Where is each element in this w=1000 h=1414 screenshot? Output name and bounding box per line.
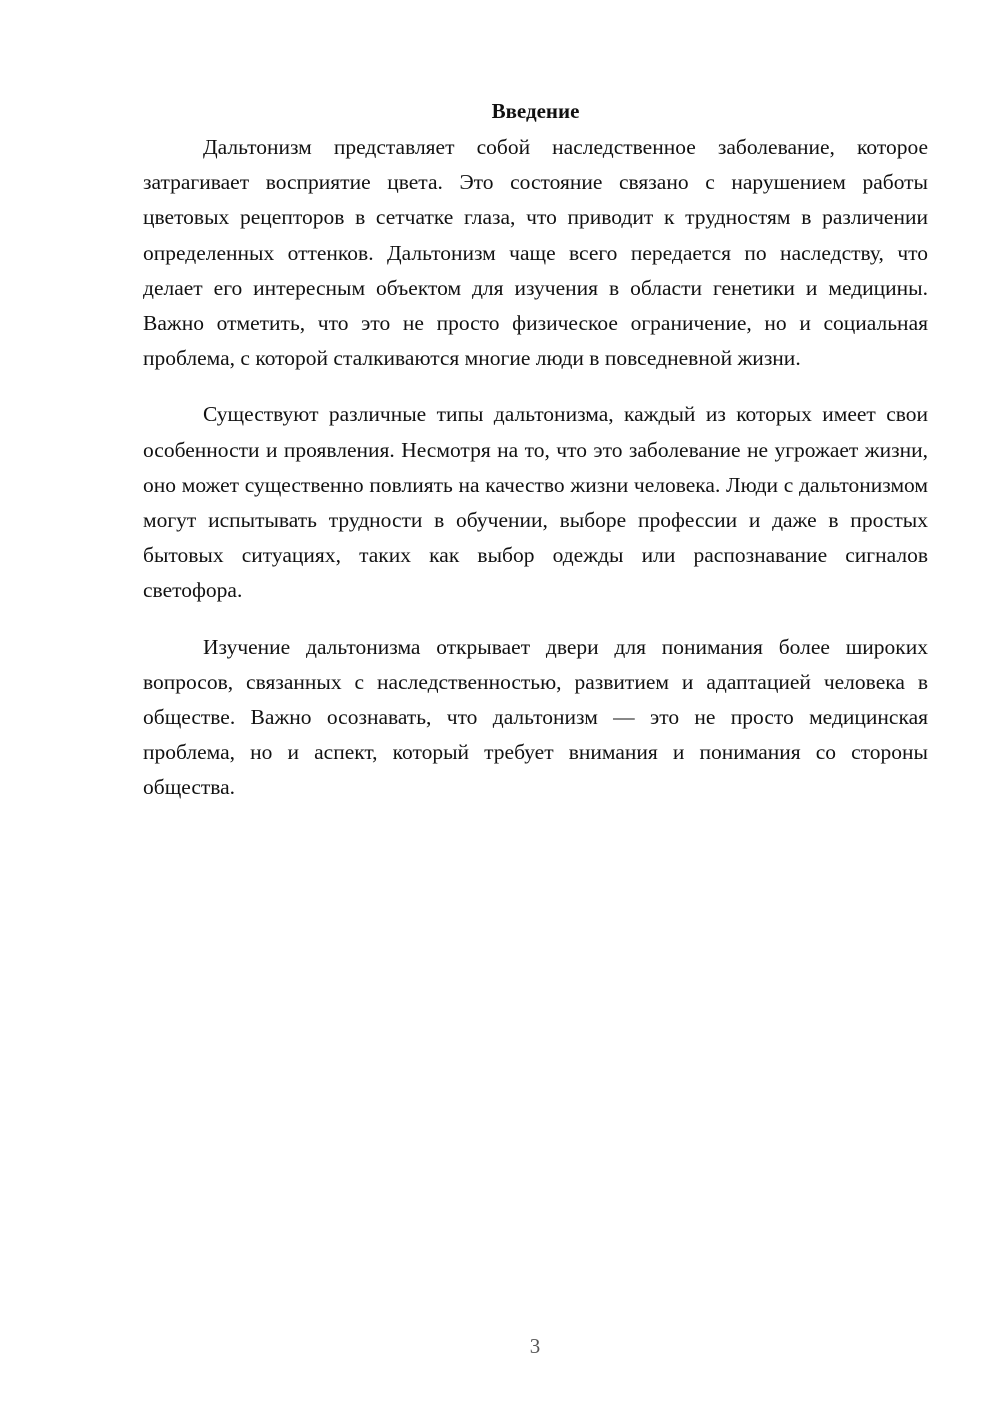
page-number: 3 [529,1334,541,1358]
paragraph-1: Дальтонизм представляет собой наследственное заболевание, которое затрагивает восприятие цвета. Это состояние связано с нарушением работы цветовых рецепторов в сетчатке глаза, что приводит к трудностям в различении определенных оттенков. Дальтонизм чаще всего передается по наследству, что делает его интересным объектом для изучения в области генетики и медицины. Важно отметить, что это не просто физическое ограничение, но и социальная проблема, с которой сталкиваются многие люди в повседневной жизни. [143,135,928,371]
paragraph-3: Изучение дальтонизма открывает двери для понимания более широких вопросов, связанных с наследственностью, развитием и адаптацией человека в обществе. Важно осознавать, что дальтонизм — это не просто медицинская проблема, но и аспект, который требует внимания и понимания со стороны общества. [143,634,928,800]
document-body [143,96,928,827]
paragraph-2: Существуют различные типы дальтонизма, каждый из которых имеет свои особенности и проявления. Несмотря на то, что это заболевание не угрожает жизни, оно может существенно повлиять на качество жизни человека. Люди с дальтонизмом могут испытывать трудности в обучении, выборе профессии и даже в простых бытовых ситуациях, таких как выбор одежды или распознавание сигналов светофора. [143,402,928,603]
section-heading: Введение [491,99,580,123]
